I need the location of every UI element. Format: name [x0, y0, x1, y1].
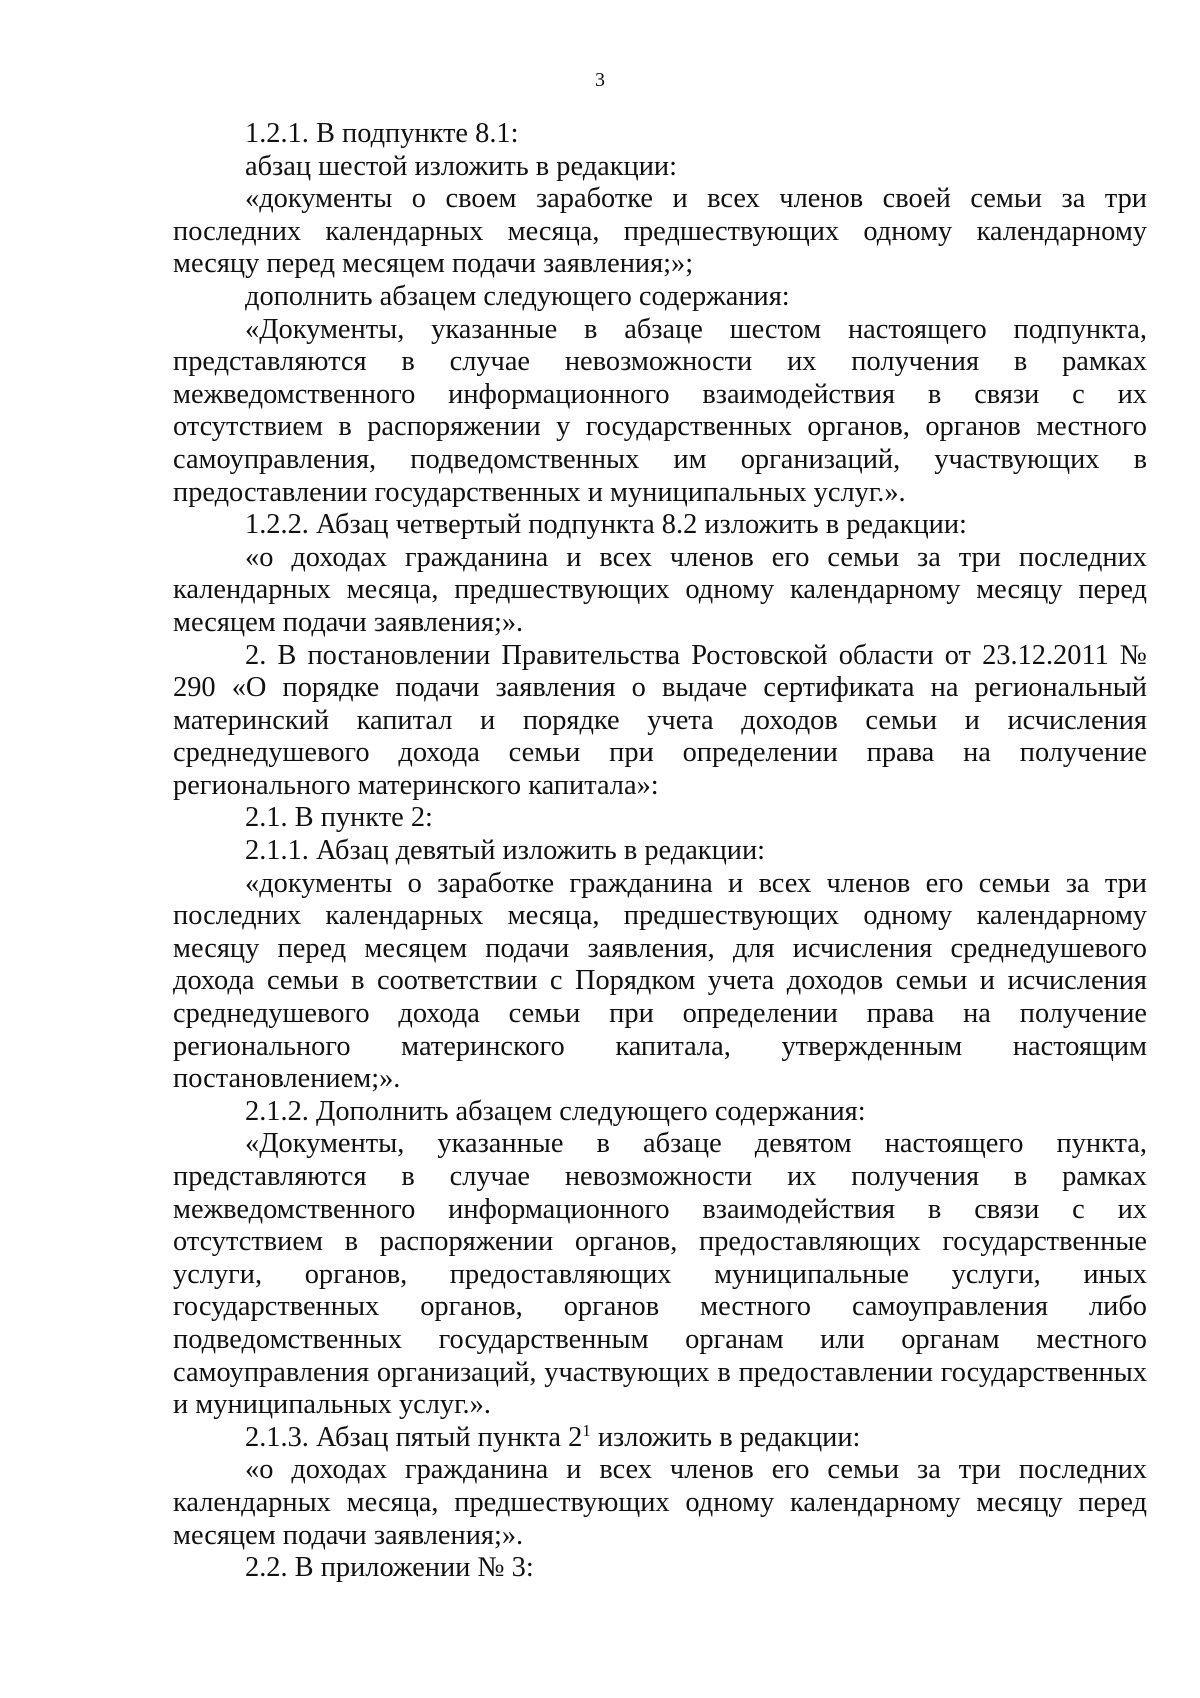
paragraph-2-1-3 [173, 1422, 1147, 1455]
superscript-1: 1 [582, 1420, 591, 1440]
paragraph-2-1-1: 2.1.1. Абзац девятый изложить в редакции: [245, 835, 766, 867]
paragraph-quote-o-dohodah-2: «о доходах гражданина и всех членов его семьи за три последних календарных месяца, предшествующих одному календарному месяцу перед месяцем подачи заявления;». [173, 1454, 1147, 1551]
paragraph-2-2: 2.2. В приложении № 3: [245, 1552, 534, 1584]
paragraph-2-1-3-text: 2.1.3. Абзац пятый пункта 2 [245, 1421, 583, 1453]
paragraph-quote-dokumenty-ukazannye: «Документы, указанные в абзаце шестом настоящего подпункта, представляются в случае невозможности их получения в рамках межведомственного информационного взаимодействия в связи с их отсутствием в распоряжении у государственных органов, органов местного самоуправления, подведомственных им организаций, участвующих в предоставлении государственных и муниципальных услуг.». [173, 313, 1147, 508]
paragraph-quote-dokumenty-devyatom: «Документы, указанные в абзаце девятом настоящего пункта, представляются в случае невозможности их получения в рамках межведомственного информационного взаимодействия в связи с их отсутствием в распоряжении органов, предоставляющих государственные услуги, органов, предоставляющих муниципальные услуги, иных государственных органов, органов местного самоуправления либо подведомственных государственным органам или органам местного самоуправления организаций, участвующих в предоставлении государственных и муниципальных услуг.». [173, 1128, 1147, 1421]
paragraph-quote-dokumenty-zarabotok: «документы о своем заработке и всех членов своей семьи за три последних календарных месяца, предшествующих одному календарному месяцу перед месяцем подачи заявления;»; [173, 183, 1147, 280]
page-number: 3 [595, 69, 605, 91]
paragraph-quote-o-dohodah: «о доходах гражданина и всех членов его семьи за три последних календарных месяца, предшествующих одному календарному месяцу перед месяцем подачи заявления;». [173, 541, 1147, 638]
paragraph-1-2-1: 1.2.1. В подпункте 8.1: [245, 118, 519, 149]
paragraph-2-1-3-tail: изложить в редакции: [590, 1421, 861, 1453]
paragraph-dopolnit-abzacem: дополнить абзацем следующего содержания: [245, 280, 790, 312]
paragraph-2-1: 2.1. В пункте 2: [245, 802, 433, 834]
paragraph-2-1-2: 2.1.2. Дополнить абзацем следующего содержания: [245, 1095, 866, 1127]
paragraph-quote-dokumenty-grazhdanina: «документы о заработке гражданина и всех членов его семьи за три последних календарных месяца, предшествующих одному календарному месяцу перед месяцем подачи заявления, для исчисления среднедушевого дохода семьи в соответствии с Порядком учета доходов семьи и исчисления среднедушевого дохода семьи при определении права на получение регионального материнского капитала, утвержденным настоящим постановлением;». [173, 867, 1147, 1095]
paragraph-2-postanovlenie: 2. В постановлении Правительства Ростовской области от 23.12.2011 № 290 «О порядке подачи заявления о выдаче сертификата на региональный материнский капитал и порядке учета доходов семьи и исчисления среднедушевого дохода семьи при определении права на получение регионального материнского капитала»: [173, 639, 1147, 801]
paragraph-1-2-2: 1.2.2. Абзац четвертый подпункта 8.2 изложить в редакции: [245, 509, 967, 541]
paragraph-abzac-shestoy: абзац шестой изложить в редакции: [245, 150, 678, 182]
document-body [173, 118, 1147, 1585]
